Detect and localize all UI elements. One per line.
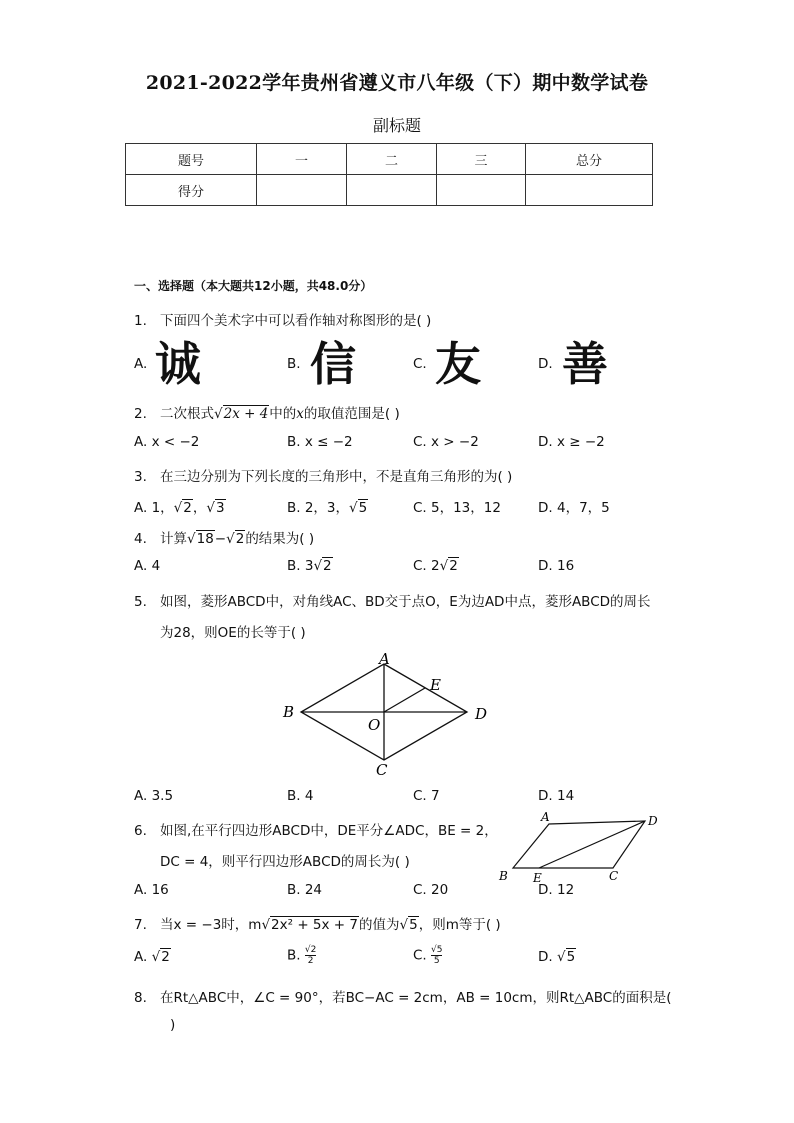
question-5-line2: 为28，则OE的长等于( ): [160, 625, 306, 641]
point-label-a: A: [541, 810, 550, 824]
radicand: 18: [196, 531, 214, 547]
radicand: 5: [358, 500, 368, 516]
score-cell: [257, 175, 347, 206]
question-text: 下面四个美术字中可以看作轴对称图形的是( ): [160, 313, 432, 329]
question-2: [134, 402, 400, 422]
question-text: 当x = −3时，m: [160, 917, 262, 933]
point-label-c: C: [376, 761, 388, 779]
option-a: A. 3.5: [134, 788, 174, 804]
score-header-cell: 总分: [526, 144, 653, 175]
question-8: [134, 986, 671, 1006]
option-text: D.: [538, 949, 553, 965]
option-text: A. 1，: [134, 500, 174, 516]
segment-oe: [384, 688, 425, 712]
option-label: D.: [538, 356, 553, 372]
point-label-b: B: [283, 703, 295, 721]
point-label-a: A: [379, 650, 390, 668]
question-text: 如图，菱形ABCD中，对角线AC、BD交于点O，E为边AD中点，菱形ABCD的周长: [160, 594, 651, 610]
radicand: 5: [409, 917, 418, 933]
question-number: 4.: [134, 531, 147, 547]
option-b: B. x ≤ −2: [287, 434, 353, 450]
question-text: −: [214, 531, 227, 547]
fraction: [305, 945, 316, 966]
question-number: 7.: [134, 917, 147, 933]
question-number: 5.: [134, 594, 147, 610]
option-text: C. 2: [413, 558, 440, 574]
score-header-cell: 一: [257, 144, 347, 175]
score-header-cell: 题号: [126, 144, 257, 175]
option-c: C. x > −2: [413, 434, 479, 450]
radicand: 2: [323, 558, 332, 574]
fraction: [431, 945, 442, 966]
point-label-o: O: [368, 716, 381, 734]
option-label: C.: [413, 356, 427, 372]
radicand: 2: [161, 949, 170, 965]
score-table: [125, 143, 653, 206]
page-title: 2021-2022学年贵州省遵义市八年级（下）期中数学试卷: [145, 72, 649, 94]
question-text: 中的: [269, 406, 297, 422]
art-char-xin: 信: [310, 337, 356, 391]
option-a: A. 4: [134, 558, 161, 574]
option-text: B.: [287, 947, 301, 964]
denominator: 5: [433, 956, 440, 966]
option-d: D. 14: [538, 788, 575, 804]
option-c: C. 5，13，12: [413, 500, 501, 516]
option-label: B.: [287, 356, 301, 372]
option-text: B. 3: [287, 558, 314, 574]
score-header-cell: 二: [347, 144, 437, 175]
score-table-header-row: [126, 144, 653, 175]
score-cell: [526, 175, 653, 206]
score-cell: [437, 175, 526, 206]
sqrt-symbol: √: [214, 406, 223, 422]
art-char-cheng: 诚: [155, 337, 201, 391]
score-table-score-row: [126, 175, 653, 206]
radicand: 2: [235, 531, 245, 547]
option-b: B. 4: [287, 788, 314, 804]
option-c: C. 2√2: [413, 558, 458, 574]
radicand: 2x² + 5x + 7: [271, 917, 358, 933]
radicand: 2: [183, 500, 192, 516]
option-a: A. 1，√2，√3: [134, 500, 225, 516]
option-d: D. 16: [538, 558, 575, 574]
question-4: 4. 计算√18−√2的结果为( ): [134, 531, 315, 547]
point-label-b: B: [499, 869, 508, 883]
option-text: C.: [413, 947, 427, 964]
question-text: ，则m等于( ): [418, 917, 501, 933]
question-6: [134, 819, 498, 839]
question-text: 计算: [160, 531, 187, 547]
option-a: A. 16: [134, 882, 169, 898]
question-text: 的值为: [359, 917, 400, 933]
rhombus-figure: [275, 650, 495, 780]
point-label-c: C: [609, 869, 619, 883]
numerator: √5: [431, 945, 443, 955]
question-7: 7. 当x = −3时，m√2x² + 5x + 7的值为√5，则m等于( ): [134, 917, 501, 933]
score-row-label: 得分: [126, 175, 257, 206]
option-c: [413, 945, 442, 966]
question-text: 的取值范围是( ): [303, 406, 400, 422]
point-label-d: D: [648, 814, 658, 828]
radicand: 2: [449, 558, 458, 574]
option-label: A.: [134, 356, 148, 372]
question-text: 二次根式: [160, 406, 214, 422]
option-d: D. 12: [538, 882, 575, 898]
question-number: 2.: [134, 406, 147, 422]
variable: x: [296, 406, 304, 422]
option-b: [287, 945, 316, 966]
option-c: C. 7: [413, 788, 440, 804]
option-text: B. 2，3，: [287, 500, 350, 516]
question-text: 在Rt△ABC中，∠C = 90°，若BC−AC = 2cm，AB = 10cm，则Rt△ABC的面积是(: [160, 990, 672, 1006]
point-label-e: E: [430, 676, 441, 694]
question-3: [134, 465, 512, 485]
point-label-d: D: [475, 705, 488, 723]
question-number: 6.: [134, 823, 147, 839]
question-text: 的结果为( ): [245, 531, 315, 547]
question-number: 1.: [134, 313, 147, 329]
question-6-line2: DC = 4，则平行四边形ABCD的周长为( ): [160, 854, 410, 870]
option-b: B. 3√2: [287, 558, 332, 574]
option-d: D. x ≥ −2: [538, 434, 605, 450]
option-b: B. 24: [287, 882, 323, 898]
parallelogram-figure: [495, 808, 670, 886]
radicand: 3: [215, 500, 225, 516]
page-subtitle: 副标题: [372, 116, 421, 135]
section-heading: 一、选择题（本大题共12小题，共48.0分）: [134, 279, 373, 293]
score-cell: [347, 175, 437, 206]
question-8-line2: ): [170, 1017, 176, 1033]
question-text: 如图,在平行四边形ABCD中，DE平分∠ADC，BE = 2，: [160, 823, 498, 839]
question-text: 在三边分别为下列长度的三角形中，不是直角三角形的为( ): [160, 469, 513, 485]
radicand: 2x + 4: [223, 406, 269, 422]
option-c: C. 20: [413, 882, 449, 898]
option-a: A. x < −2: [134, 434, 200, 450]
option-d: D. 4，7，5: [538, 500, 610, 516]
option-b: B. 2，3，√5: [287, 500, 368, 516]
radicand: 5: [566, 949, 576, 965]
numerator: √2: [304, 945, 317, 955]
parallelogram-outline: [513, 821, 645, 868]
option-d: D. √5: [538, 949, 576, 965]
denominator: 2: [307, 956, 314, 966]
option-text: A.: [134, 949, 148, 965]
score-header-cell: 三: [437, 144, 526, 175]
question-number: 3.: [134, 469, 147, 485]
art-char-you: 友: [435, 337, 481, 391]
option-a: A. √2: [134, 949, 170, 965]
question-1: [134, 309, 431, 329]
question-number: 8.: [134, 990, 147, 1006]
art-char-shan: 善: [562, 337, 608, 391]
question-5: [134, 590, 651, 610]
point-label-e: E: [533, 871, 542, 885]
